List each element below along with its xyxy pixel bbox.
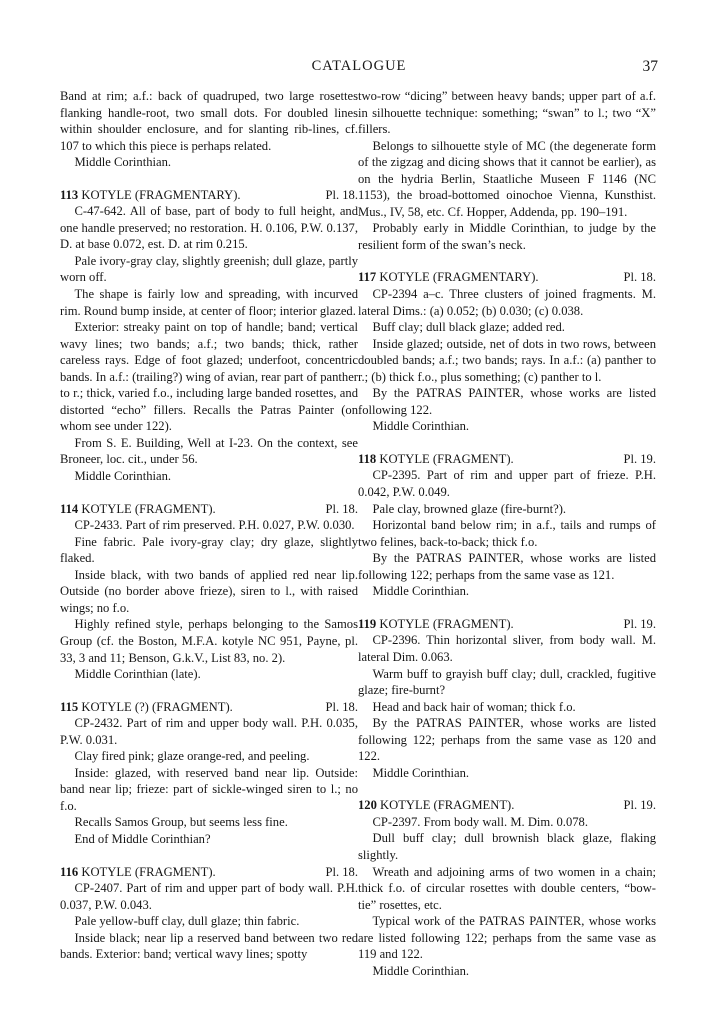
entry-title — [358, 451, 514, 468]
entry-heading — [358, 269, 656, 286]
entry-number: 115 — [60, 699, 79, 714]
entry-title — [358, 616, 514, 633]
entry-name: KOTYLE (FRAGMENT). — [379, 451, 514, 466]
entry-paragraph: Horizontal band below rim; in a.f., tails and rumps of two felines, back-to-back; thick f.o. — [358, 518, 656, 549]
entry-title — [60, 699, 233, 716]
entry-paragraph: Warm buff to grayish buff clay; dull, crackled, fugitive glaze; fire-burnt? — [358, 666, 656, 698]
plate-reference: Pl. 19. — [623, 451, 656, 466]
entry-number: 117 — [358, 270, 377, 285]
entry-paragraph: Typical work of the PATRAS PAINTER, whose works are listed following 122; perhaps from the same vase as 119 and 122. — [358, 914, 656, 962]
entry-paragraph: C-47-642. All of base, part of body to full height, and one handle preserved; no restoration. H. 0.106, P.W. 0.137, D. at base 0.072, est. D. at rim 0.215. — [60, 204, 358, 252]
catalogue-entry — [358, 451, 656, 600]
right-column — [358, 88, 656, 979]
entry-paragraph: Recalls Samos Group, but seems less fine. — [74, 815, 288, 830]
continuation-paragraph: Band at rim; a.f.: back of quadruped, two large rosettes flanking handle-root, two small dots. For doubled lines within shoulder enclosure, and for slanting rib-lines, cf. 107 to which this piece is perhaps related. — [60, 89, 358, 153]
entry-paragraph: From S. E. Building, Well at I-23. On the context, see Broneer, loc. cit., under 56. — [60, 435, 358, 467]
entry-paragraph: By the PATRAS PAINTER, whose works are listed following 122; perhaps from the same vase as 121. — [358, 551, 656, 582]
entry-heading — [60, 501, 358, 518]
entry-paragraph: CP-2397. From body wall. M. Dim. 0.078. — [372, 814, 588, 829]
entry-paragraph: Pale yellow-buff clay, dull glaze; thin fabric. — [74, 914, 300, 929]
running-title: CATALOGUE — [311, 58, 407, 74]
entry-paragraph: Inside: glazed, with reserved band near lip. Outside: band near lip; frieze: part of sickle-winged siren to l.; no f.o. — [60, 765, 358, 813]
entry-paragraph: Head and back hair of woman; thick f.o. — [372, 699, 576, 714]
entry-paragraph: Dull buff clay; dull brownish black glaze, flaking slightly. — [358, 831, 656, 862]
catalogue-entry — [60, 501, 358, 683]
page-header — [60, 58, 658, 80]
entry-paragraph: By the PATRAS PAINTER, whose works are listed following 122. — [358, 386, 656, 417]
catalogue-entry — [358, 616, 656, 781]
entry-heading — [60, 187, 358, 204]
entry-paragraph: CP-2407. Part of rim and upper part of body wall. P.H. 0.037, P.W. 0.043. — [60, 881, 358, 912]
entry-paragraph: Middle Corinthian. — [372, 963, 470, 978]
catalogue-entry — [358, 269, 656, 434]
plate-reference: Pl. 18. — [325, 187, 358, 202]
entry-paragraph: Middle Corinthian. — [372, 419, 470, 434]
continuation-paragraph: Probably early in Middle Corinthian, to judge by the resilient form of the swan’s neck. — [358, 221, 656, 252]
page-number: 37 — [642, 58, 658, 75]
entry-paragraph: Fine fabric. Pale ivory-gray clay; dry glaze, slightly flaked. — [60, 534, 358, 566]
entry-heading — [358, 797, 656, 814]
entry-paragraph: CP-2396. Thin horizontal sliver, from body wall. M. lateral Dim. 0.063. — [358, 633, 656, 664]
continuation-paragraph: Belongs to silhouette style of MC (the degenerate form of the zigzag and dicing shows that it cannot be earlier), as on the hydria Berlin, Staatliche Museen F 1146 (NC 1153), the broad-bottomed oinochoe Vienna, Kunsthist. Mus., IV, 58, etc. Cf. Hopper, Addenda, pp. 190–191. — [358, 138, 656, 219]
entry-heading — [60, 864, 358, 881]
entry-name: KOTYLE (FRAGMENT). — [379, 616, 514, 631]
entry-heading — [60, 699, 358, 716]
plate-reference: Pl. 18. — [325, 864, 358, 879]
entry-title — [60, 187, 241, 204]
entry-paragraph: Middle Corinthian. — [372, 584, 470, 599]
entry-number: 120 — [358, 798, 377, 813]
entry-paragraph: Buff clay; dull black glaze; added red. — [372, 320, 565, 335]
entry-number: 116 — [60, 864, 79, 879]
entry-paragraph: Inside glazed; outside, net of dots in two rows, between doubled bands; a.f.; two bands; rays. In a.f.: (a) panther to r.; (b) thick f.o., plus something; (c) panther to l. — [358, 336, 656, 384]
entry-paragraph: CP-2433. Part of rim preserved. P.H. 0.027, P.W. 0.030. — [74, 518, 355, 533]
entry-paragraph: CP-2395. Part of rim and upper part of frieze. P.H. 0.042, P.W. 0.049. — [358, 468, 656, 500]
entry-name: KOTYLE (FRAGMENT). — [81, 864, 216, 879]
entry-paragraph: CP-2394 a–c. Three clusters of joined fragments. M. lateral Dims.: (a) 0.052; (b) 0.030; (c) 0.038. — [358, 287, 656, 318]
plate-reference: Pl. 18. — [623, 270, 656, 285]
entry-paragraph: Middle Corinthian (late). — [74, 667, 201, 682]
entry-paragraph: End of Middle Corinthian? — [74, 831, 211, 846]
plate-reference: Pl. 18. — [325, 699, 358, 714]
entry-paragraph: Inside black; near lip a reserved band between two red bands. Exterior: band; vertical wavy lines; spotty — [60, 930, 358, 962]
continuation-paragraph: two-row “dicing” between heavy bands; upper part of a.f. in silhouette technique: something; “swan” to l.; two “X” fillers. — [358, 89, 656, 137]
entry-paragraph: Clay fired pink; glaze orange-red, and peeling. — [74, 749, 310, 764]
entry-number: 113 — [60, 187, 79, 202]
entry-paragraph: CP-2432. Part of rim and upper body wall. P.H. 0.035, P.W. 0.031. — [60, 716, 358, 747]
catalogue-entry — [60, 699, 358, 848]
plate-reference: Pl. 19. — [623, 798, 656, 813]
catalogue-entry — [60, 187, 358, 485]
entry-heading — [358, 451, 656, 468]
plate-reference: Pl. 18. — [325, 501, 358, 516]
entry-paragraph: The shape is fairly low and spreading, with incurved rim. Round bump inside, at center of floor; interior glazed. — [60, 287, 358, 318]
entry-paragraph: Middle Corinthian. — [74, 469, 172, 484]
entry-name: KOTYLE (FRAGMENT). — [380, 798, 515, 813]
entry-paragraph: Middle Corinthian. — [372, 765, 470, 780]
entry-name: KOTYLE (FRAGMENTARY). — [81, 187, 241, 202]
entry-number: 119 — [358, 616, 377, 631]
entry-name: KOTYLE (?) (FRAGMENT). — [81, 699, 233, 714]
entry-title — [60, 501, 216, 518]
catalogue-entry — [358, 797, 656, 979]
plate-reference: Pl. 19. — [623, 616, 656, 631]
entry-heading — [358, 616, 656, 633]
entry-number: 118 — [358, 451, 377, 466]
left-column — [60, 88, 358, 963]
entry-paragraph: Inside black, with two bands of applied red near lip. Outside (no border above frieze), siren to l., with raised wings; no f.o. — [60, 567, 358, 615]
continuation-paragraph: Middle Corinthian. — [74, 155, 172, 170]
catalogue-entry — [60, 864, 358, 963]
entry-paragraph: Pale clay, browned glaze (fire-burnt?). — [372, 501, 567, 516]
entry-title — [358, 269, 539, 286]
entry-paragraph: Exterior: streaky paint on top of handle; band; vertical wavy lines; two bands; a.f.; two bands; thick, rather careless rays. Edge of foot glazed; underfoot, concentric bands. In a.f.: (trailing?) wing of avian, rear part of panther to r.; thick, varied f.o., including large banded rosettes, and distorted “echo” fillers. Recalls the Patras Painter (on whom see under 122). — [60, 320, 358, 434]
entry-paragraph: Pale ivory-gray clay, slightly greenish; dull glaze, partly worn off. — [60, 253, 358, 285]
entry-number: 114 — [60, 501, 79, 516]
entry-paragraph: By the PATRAS PAINTER, whose works are listed following 122; perhaps from the same vase as 120 and 122. — [358, 716, 656, 764]
entry-paragraph: Wreath and adjoining arms of two women in a chain; thick f.o. of circular rosettes with double centers, “bow-tie” rosettes, etc. — [358, 864, 656, 912]
entry-title — [60, 864, 216, 881]
entry-paragraph: Highly refined style, perhaps belonging to the Samos Group (cf. the Boston, M.F.A. kotyle NC 951, Payne, pl. 33, 3 and 11; Benson, G.k.V., List 83, no. 2). — [60, 617, 358, 665]
entry-title — [358, 797, 514, 814]
entry-name: KOTYLE (FRAGMENT). — [81, 501, 216, 516]
entry-name: KOTYLE (FRAGMENTARY). — [379, 270, 539, 285]
